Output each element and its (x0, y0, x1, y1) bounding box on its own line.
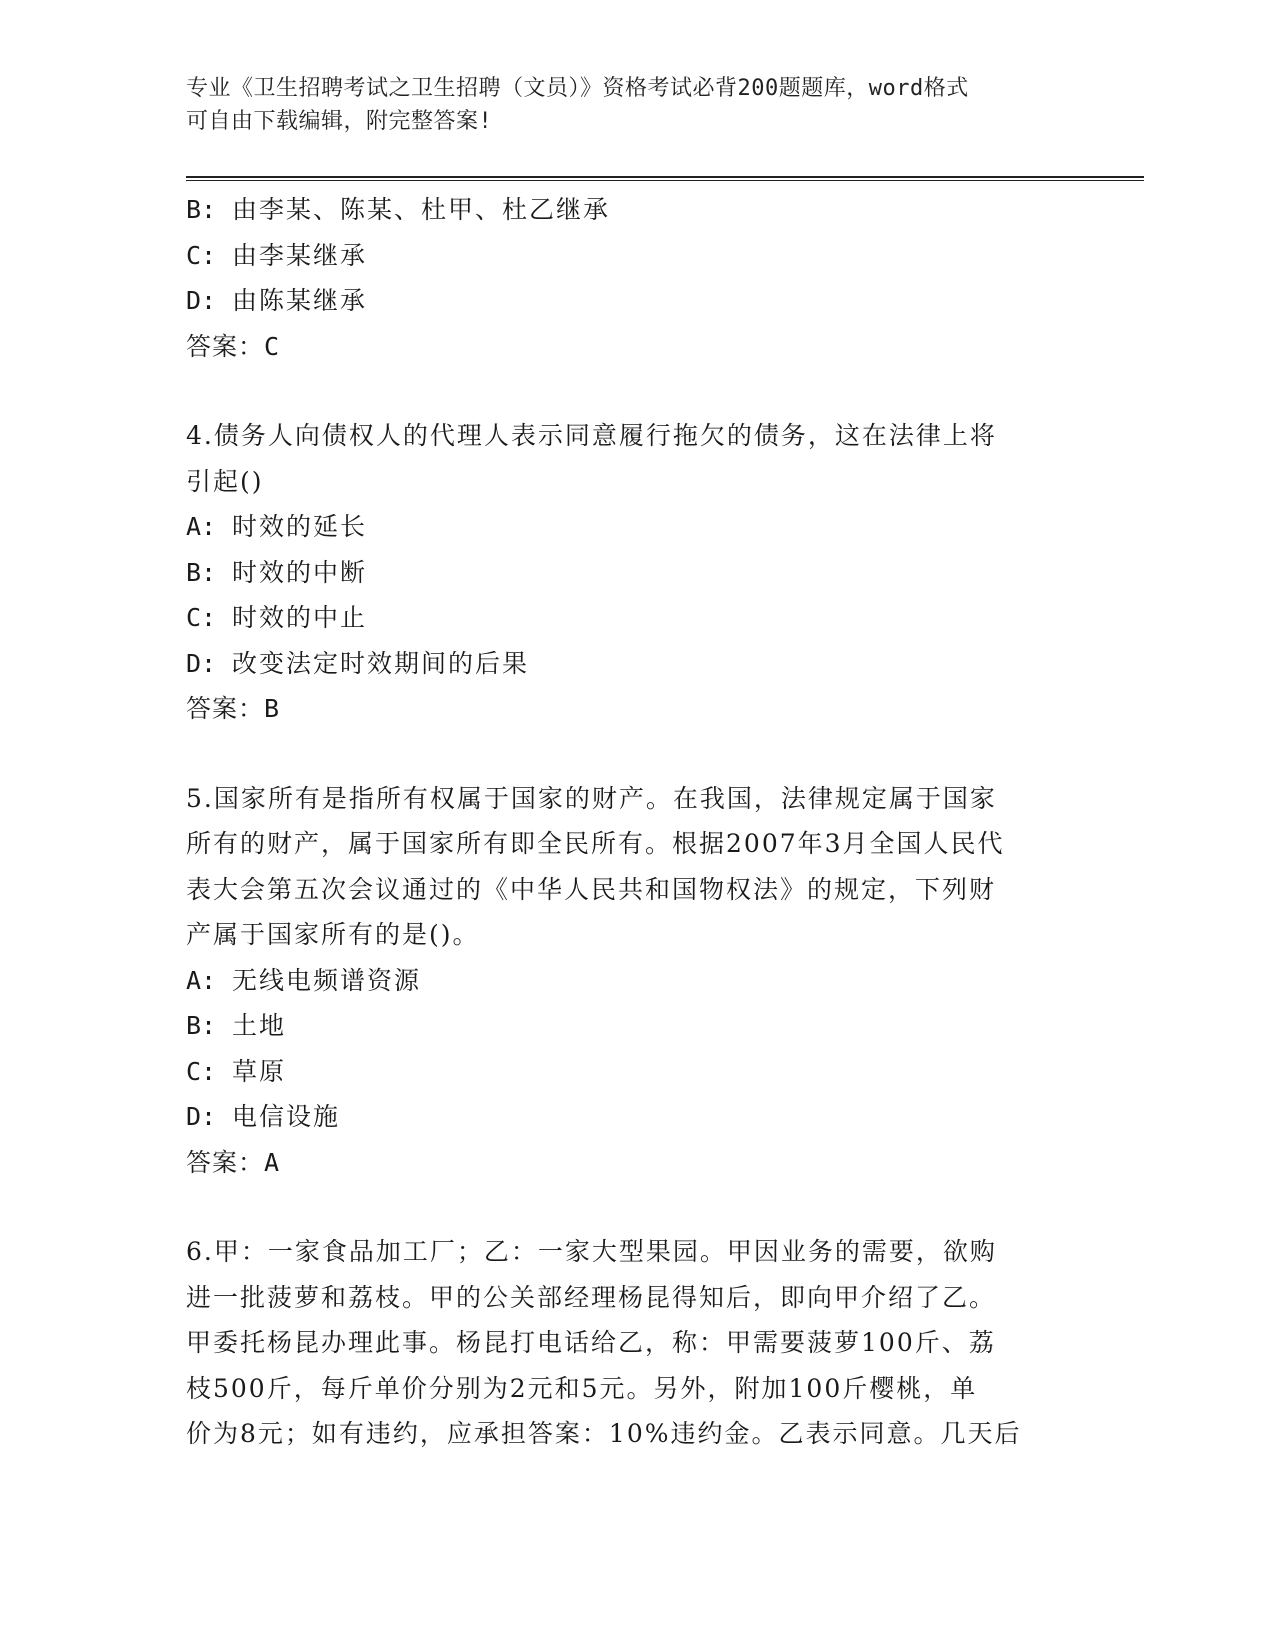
option-letter: D: (186, 1102, 217, 1131)
option-letter: B: (186, 557, 217, 587)
stem-line: 甲委托杨昆办理此事。杨昆打电话给乙，称：甲需要菠萝100斤、荔 (186, 1328, 996, 1357)
option-text: 改变法定时效期间的后果 (232, 648, 530, 678)
option-letter: C: (186, 240, 217, 270)
stem-line: 产属于国家所有的是()。 (186, 920, 480, 949)
option-text: 由陈某继承 (232, 286, 368, 315)
option-text: 时效的中断 (232, 557, 368, 587)
option-letter: C: (186, 603, 217, 632)
document-header (186, 72, 1086, 138)
option-d (186, 1094, 1086, 1140)
option-letter: B: (186, 195, 217, 224)
question-4 (186, 413, 1086, 732)
option-b (186, 187, 1086, 233)
answer-label: 答案： (186, 694, 265, 723)
option-c (186, 1049, 1086, 1095)
answer-value: C (264, 331, 281, 361)
option-text: 由李某继承 (232, 240, 368, 270)
answer-label: 答案： (186, 331, 265, 361)
option-b (186, 1003, 1086, 1049)
option-letter: A: (186, 965, 217, 995)
option-letter: A: (186, 512, 217, 541)
question-stem (186, 776, 1086, 958)
option-d (186, 278, 1086, 324)
question-3-continued (186, 187, 1086, 369)
header-line-1: 专业《卫生招聘考试之卫生招聘（文员）》资格考试必背200题题库，word格式 (186, 76, 969, 101)
question-content (186, 187, 1086, 1457)
option-a (186, 958, 1086, 1004)
answer-label: 答案： (186, 1147, 265, 1177)
stem-line: 枝500斤，每斤单价分别为2元和5元。另外，附加100斤樱桃，单 (186, 1373, 978, 1403)
header-divider (186, 176, 1144, 181)
answer-value: B (264, 694, 281, 723)
option-c (186, 595, 1086, 641)
option-text: 电信设施 (232, 1102, 341, 1131)
option-text: 无线电频谱资源 (232, 965, 422, 995)
option-letter: B: (186, 1011, 217, 1040)
stem-line: 6.甲：一家食品加工厂；乙：一家大型果园。甲因业务的需要，欲购 (186, 1237, 997, 1266)
option-d (186, 641, 1086, 687)
option-text: 时效的延长 (232, 512, 368, 541)
question-stem (186, 413, 1086, 504)
option-text: 时效的中止 (232, 603, 368, 632)
option-text: 土地 (232, 1011, 287, 1040)
stem-line: 所有的财产，属于国家所有即全民所有。根据2007年3月全国人民代 (186, 829, 1005, 858)
header-line-2: 可自由下载编辑，附完整答案! (186, 109, 493, 134)
stem-line: 表大会第五次会议通过的《中华人民共和国物权法》的规定，下列财 (186, 874, 997, 904)
stem-line: 进一批菠萝和荔枝。甲的公关部经理杨昆得知后，即向甲介绍了乙。 (186, 1282, 997, 1312)
stem-line: 价为8元；如有违约，应承担答案：10%违约金。乙表示同意。几天后 (186, 1419, 1022, 1448)
answer-value: A (264, 1147, 281, 1177)
option-text: 由李某、陈某、杜甲、杜乙继承 (232, 195, 611, 224)
question-stem (186, 1229, 1086, 1457)
option-c (186, 233, 1086, 279)
question-5 (186, 776, 1086, 1186)
stem-line: 4.债务人向债权人的代理人表示同意履行拖欠的债务，这在法律上将 (186, 421, 997, 450)
option-letter: D: (186, 648, 217, 678)
option-letter: D: (186, 286, 217, 315)
stem-line: 5.国家所有是指所有权属于国家的财产。在我国，法律规定属于国家 (186, 783, 997, 813)
answer-line (186, 324, 1086, 370)
option-text: 草原 (232, 1056, 287, 1086)
option-letter: C: (186, 1056, 217, 1086)
option-b (186, 550, 1086, 596)
stem-line: 引起() (186, 466, 264, 496)
answer-line (186, 1140, 1086, 1186)
option-a (186, 504, 1086, 550)
answer-line (186, 686, 1086, 732)
question-6 (186, 1229, 1086, 1457)
